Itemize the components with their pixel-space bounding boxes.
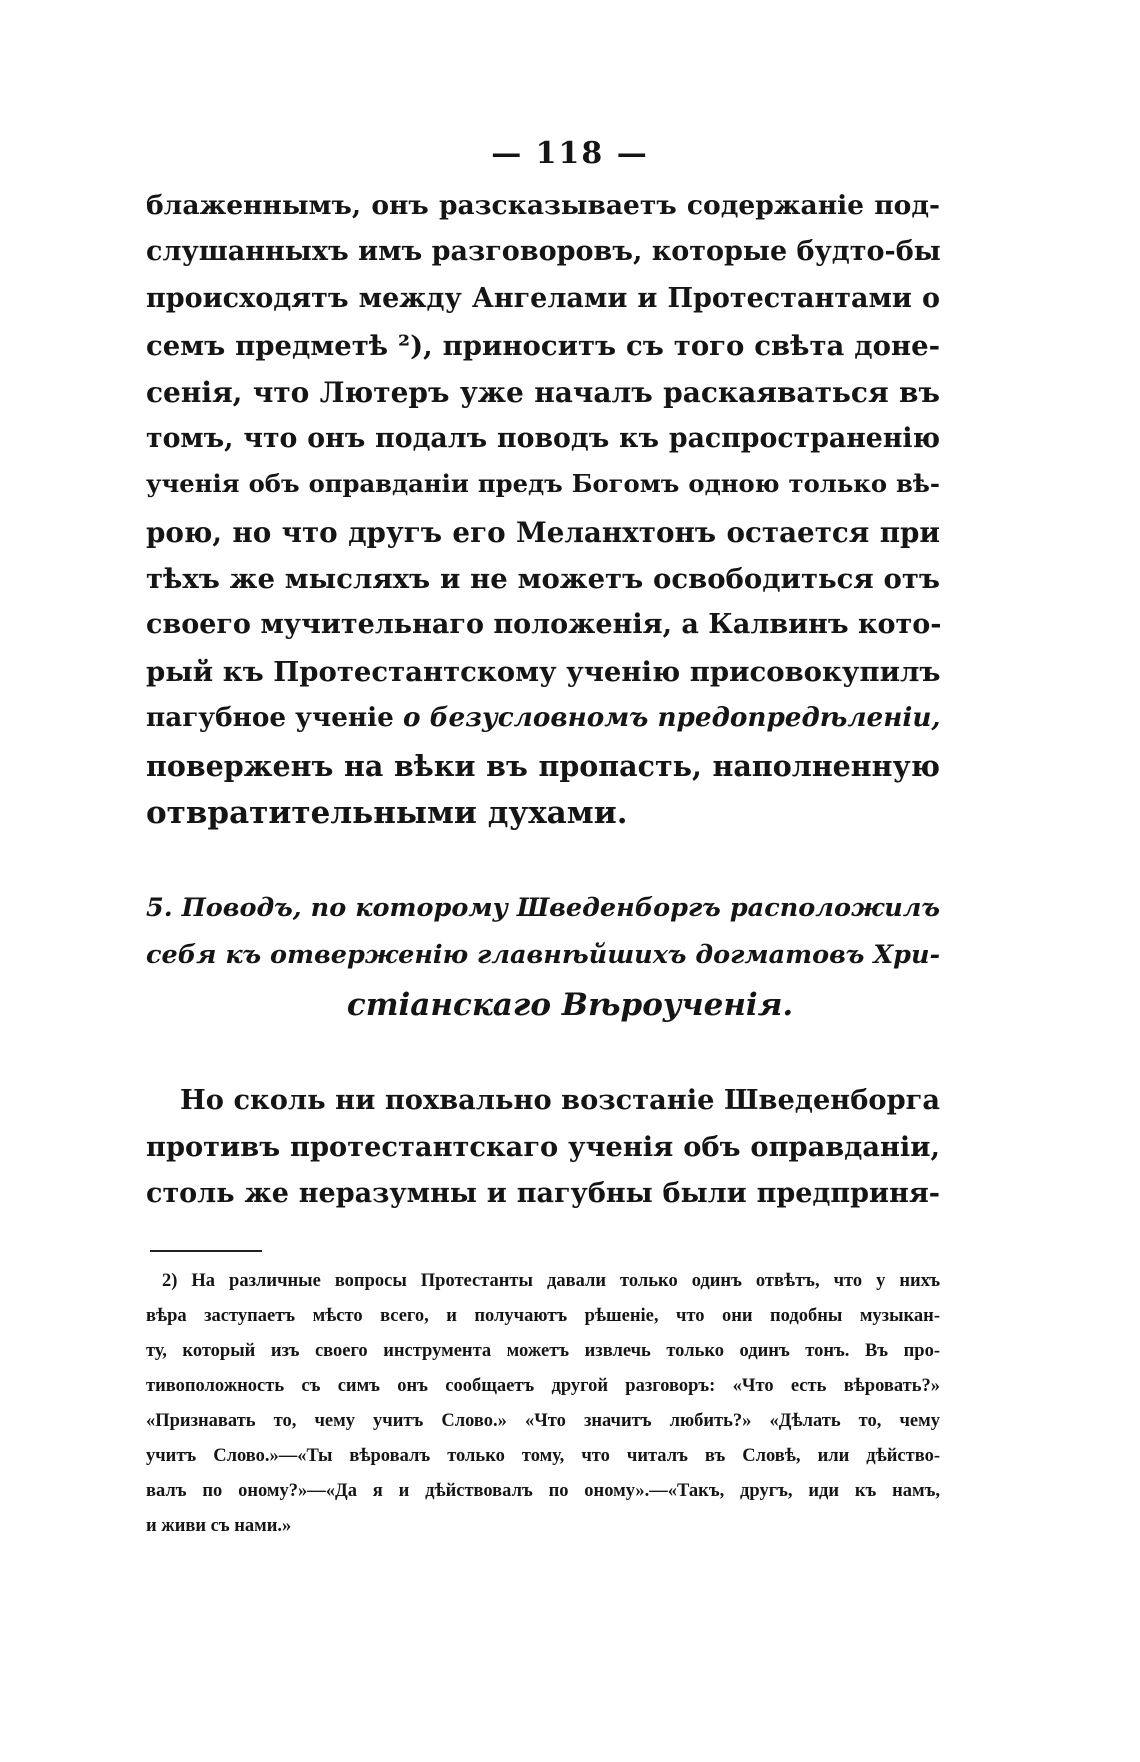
footnote-line: учитъ Слово.»—«Ты вѣровалъ только тому, что читалъ въ Словѣ, или дѣйство- bbox=[146, 1446, 940, 1466]
text-line: сенія, что Лютеръ уже началъ раскаяваться въ bbox=[146, 376, 940, 409]
heading-line: 5. Поводъ, по которому Шведенборгъ расположилъ bbox=[146, 893, 940, 923]
text-line: томъ, что онъ подалъ поводъ къ распространенію bbox=[146, 423, 940, 454]
footnote-line: «Признавать то, чему учитъ Слово.» «Что значитъ любить?» «Дѣлать то, чему bbox=[146, 1411, 940, 1431]
footnote-line: вѣра заступаетъ мѣсто всего, и получаютъ рѣшеніе, что они подобны музыкан- bbox=[146, 1306, 940, 1326]
footnote-line: ту, который изъ своего инструмента можетъ извлечь только одинъ тонъ. Въ про- bbox=[146, 1341, 940, 1361]
text-segment: пагубное ученіе bbox=[146, 702, 394, 733]
text-line: семъ предметѣ ²), приноситъ съ того свѣта доне- bbox=[146, 330, 940, 362]
text-line: столь же неразумны и пагубны были предприня- bbox=[146, 1178, 940, 1209]
text-line: тѣхъ же мысляхъ и не можетъ освободиться отъ bbox=[146, 563, 940, 595]
text-line-mixed bbox=[146, 702, 940, 733]
text-line: блаженнымъ, онъ разсказываетъ содержаніе под- bbox=[146, 190, 940, 221]
text-line: своего мучительнаго положенія, а Калвинъ кото- bbox=[146, 609, 942, 640]
text-line: отвратительными духами. bbox=[146, 795, 628, 831]
heading-line: себя къ отверженію главнѣйшихъ догматовъ Хри- bbox=[146, 940, 941, 970]
text-line: происходятъ между Ангелами и Протестантами о bbox=[146, 283, 940, 314]
footnote-line: тивоположность съ симъ онъ сообщаетъ другой разговоръ: «Что есть вѣровать?» bbox=[146, 1376, 940, 1396]
page-number: — 118 — bbox=[491, 136, 649, 171]
footnote-line: валъ по оному?»—«Да я и дѣйствовалъ по оному».—«Такъ, другъ, иди къ намъ, bbox=[146, 1481, 940, 1501]
footnote-line: и живи съ нами.» bbox=[146, 1516, 292, 1536]
text-line: ученія объ оправданіи предъ Богомъ одною только вѣ- bbox=[146, 469, 940, 498]
text-line: поверженъ на вѣки въ пропасть, наполненную bbox=[146, 749, 940, 783]
text-line: слушанныхъ имъ разговоровъ, которые будто-бы bbox=[146, 236, 941, 267]
heading-line: стіанскаго Вѣроученія. bbox=[346, 987, 794, 1023]
text-line: рый къ Протестантскому ученію присовокупилъ bbox=[146, 656, 941, 688]
italic-emphasis: о безусловномъ предопредѣленіи, bbox=[402, 702, 941, 733]
text-line: рою, но что другъ его Меланхтонъ остается при bbox=[146, 516, 940, 549]
footnote-line: 2) На различные вопросы Протестанты давали только одинъ отвѣтъ, что у нихъ bbox=[162, 1271, 940, 1291]
footnote-divider bbox=[150, 1250, 262, 1252]
text-line: Но сколь ни похвально возстаніе Шведенборга bbox=[180, 1084, 940, 1116]
text-line: противъ протестантскаго ученія объ оправданіи, bbox=[146, 1131, 940, 1163]
